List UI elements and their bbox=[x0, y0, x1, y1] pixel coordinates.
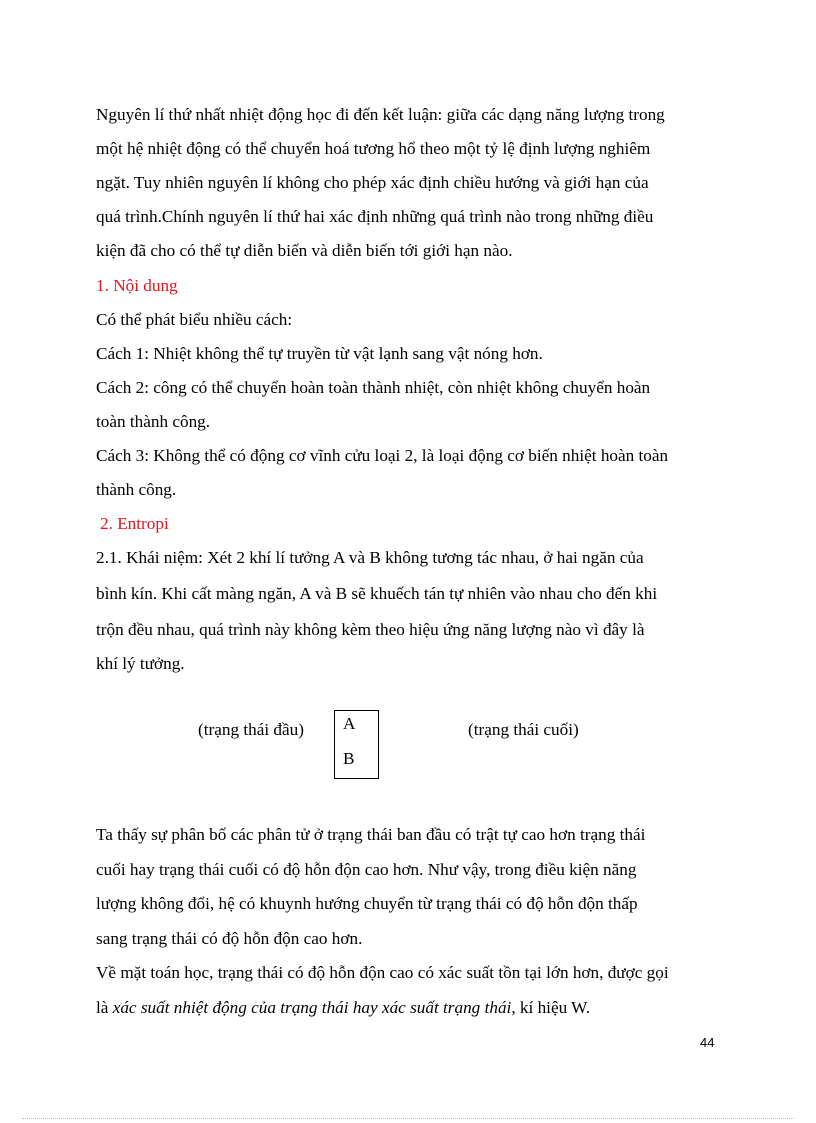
section-2-line-2: bình kín. Khi cất màng ngăn, A và B sẽ khuếch tán tự nhiên vào nhau cho đến khi bbox=[96, 584, 658, 603]
section-1-line-2: Cách 1: Nhiệt không thể tự truyền từ vật lạnh sang vật nóng hơn. bbox=[96, 344, 543, 363]
section-1-line-5: Cách 3: Không thể có động cơ vĩnh cửu loại 2, là loại động cơ biến nhiệt hoàn toàn bbox=[96, 446, 669, 465]
conclusion-line-2: cuối hay trạng thái cuối có độ hỗn độn cao hơn. Như vậy, trong điều kiện năng bbox=[96, 860, 637, 879]
final-state-label: (trạng thái cuối) bbox=[468, 720, 579, 739]
section-1-line-6: thành công. bbox=[96, 480, 177, 499]
intro-line-4: quá trình.Chính nguyên lí thứ hai xác định những quá trình nào trong những điều bbox=[96, 207, 654, 226]
probability-term: xác suất nhiệt động của trạng thái hay xác suất trạng thái bbox=[112, 998, 512, 1017]
intro-line-3: ngặt. Tuy nhiên nguyên lí không cho phép xác định chiều hướng và giới hạn của bbox=[96, 173, 649, 192]
gas-a-label: A bbox=[343, 714, 356, 733]
initial-state-label: (trạng thái đầu) bbox=[198, 720, 304, 739]
gas-container-box bbox=[334, 710, 379, 779]
intro-line-1: Nguyên lí thứ nhất nhiệt động học đi đến kết luận: giữa các dạng năng lượng trong bbox=[96, 105, 665, 124]
conclusion-last-prefix: là bbox=[96, 998, 113, 1017]
conclusion-last-suffix: , kí hiệu W. bbox=[511, 998, 591, 1017]
gas-b-label: B bbox=[343, 749, 355, 768]
conclusion-line-3: lượng không đổi, hệ có khuynh hướng chuyển từ trạng thái có độ hỗn độn thấp bbox=[96, 894, 638, 913]
conclusion-line-1: Ta thấy sự phân bố các phân tử ở trạng thái ban đầu có trật tự cao hơn trạng thái bbox=[96, 825, 646, 844]
conclusion-line-5: Về mặt toán học, trạng thái có độ hỗn độn cao có xác suất tồn tại lớn hơn, được gọi bbox=[96, 963, 669, 982]
section-1-heading: 1. Nội dung bbox=[96, 276, 178, 295]
conclusion-line-6 bbox=[96, 991, 726, 1025]
page-bottom-divider bbox=[22, 1118, 794, 1119]
section-2-line-4: khí lý tưởng. bbox=[96, 654, 185, 673]
section-1-line-4: toàn thành công. bbox=[96, 412, 211, 431]
section-1-line-3: Cách 2: công có thể chuyển hoàn toàn thành nhiệt, còn nhiệt không chuyển hoàn bbox=[96, 378, 651, 397]
page-number: 44 bbox=[700, 1035, 715, 1050]
section-2-line-1: 2.1. Khái niệm: Xét 2 khí lí tưởng A và B không tương tác nhau, ở hai ngăn của bbox=[96, 548, 644, 567]
intro-line-2: một hệ nhiệt động có thể chuyển hoá tương hổ theo một tỷ lệ định lượng nghiêm bbox=[96, 139, 651, 158]
intro-line-5: kiện đã cho có thể tự diễn biến và diễn biến tới giới hạn nào. bbox=[96, 241, 513, 260]
section-2-heading: 2. Entropi bbox=[100, 514, 169, 533]
section-2-line-3: trộn đều nhau, quá trình này không kèm theo hiệu ứng năng lượng nào vì đây là bbox=[96, 620, 645, 639]
section-1-line-1: Có thể phát biểu nhiều cách: bbox=[96, 310, 293, 329]
conclusion-line-4: sang trạng thái có độ hỗn độn cao hơn. bbox=[96, 929, 363, 948]
